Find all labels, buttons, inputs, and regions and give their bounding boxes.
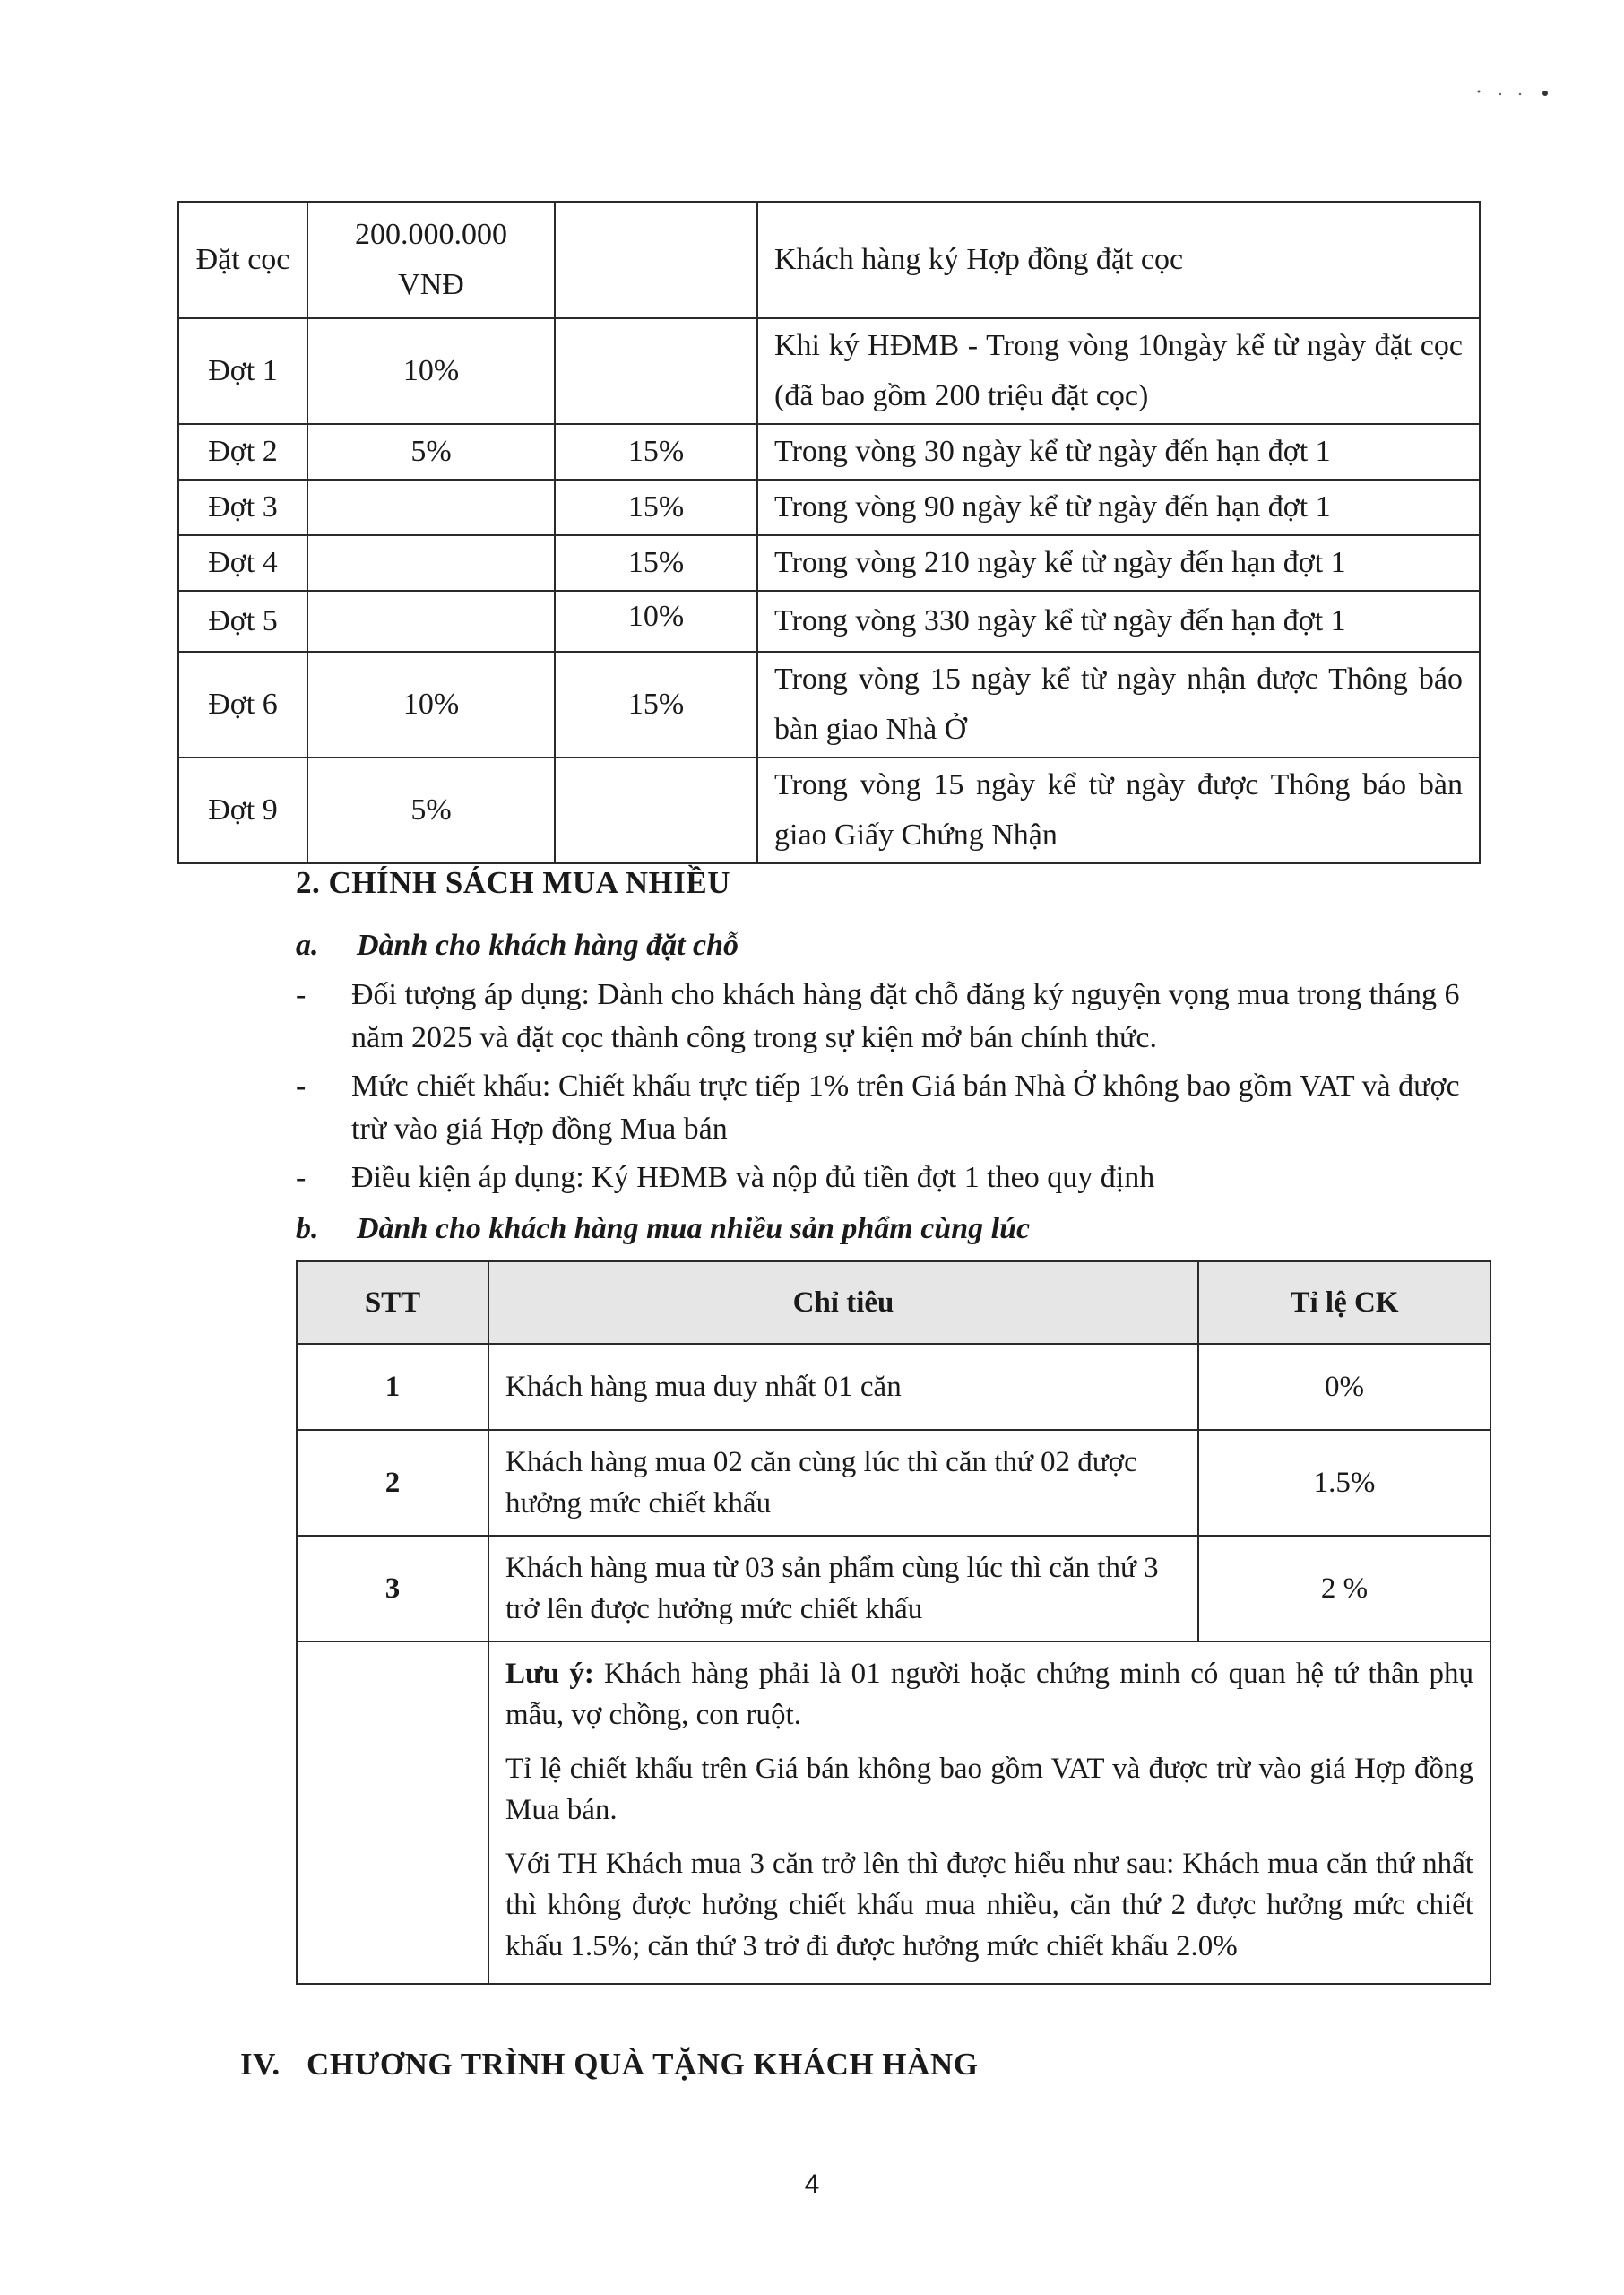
empty-cell (297, 1641, 488, 1984)
stt-cell: 2 (297, 1430, 488, 1536)
amount-cell-alt (555, 202, 757, 318)
condition-cell: Trong vòng 90 ngày kể từ ngày đến hạn đợt 1 (757, 480, 1480, 535)
stage-cell: Đợt 4 (178, 535, 307, 591)
amount-cell: 10% (307, 318, 555, 424)
subsection-heading-b (296, 1212, 1030, 1246)
condition-cell: Trong vòng 210 ngày kể từ ngày đến hạn đợt 1 (757, 535, 1480, 591)
table-row (178, 480, 1480, 535)
bullet-item (296, 974, 1470, 1060)
table-row (297, 1536, 1490, 1641)
subsection-marker: b. (296, 1212, 319, 1245)
stage-cell: Đợt 1 (178, 318, 307, 424)
table-row (178, 591, 1480, 652)
note-paragraph: Với TH Khách mua 3 căn trở lên thì được hiểu như sau: Khách mua căn thứ nhất thì không được hưởng chiết khấu mua nhiều, căn thứ 2 được hưởng mức chiết khấu 1.5%; căn thứ 3 trở đi được hưởng mức chiết khấu 2.0% (505, 1848, 1473, 1962)
bullet-text: Mức chiết khấu: Chiết khấu trực tiếp 1% trên Giá bán Nhà Ở không bao gồm VAT và được trừ vào giá Hợp đồng Mua bán (351, 1070, 1460, 1146)
table-row-note (297, 1641, 1490, 1984)
amount-cell-alt: 10% (555, 591, 757, 652)
bullet-text: Đối tượng áp dụng: Dành cho khách hàng đặt chỗ đăng ký nguyện vọng mua trong tháng 6 năm 2025 và đặt cọc thành công trong sự kiện mở bán chính thức. (351, 978, 1460, 1054)
amount-cell-alt (555, 318, 757, 424)
criteria-cell: Khách hàng mua 02 căn cùng lúc thì căn thứ 02 được hưởng mức chiết khấu (488, 1430, 1198, 1536)
rate-cell: 1.5% (1198, 1430, 1490, 1536)
subsection-title: Dành cho khách hàng mua nhiều sản phẩm cùng lúc (357, 1212, 1031, 1245)
amount-cell: 5% (307, 758, 555, 863)
note-cell (488, 1641, 1490, 1984)
part-heading (240, 2047, 978, 2083)
condition-cell: Trong vòng 30 ngày kể từ ngày đến hạn đợt 1 (757, 424, 1480, 480)
bullet-dash: - (296, 1070, 307, 1103)
amount-cell (307, 591, 555, 652)
bullet-text: Điều kiện áp dụng: Ký HĐMB và nộp đủ tiền đợt 1 theo quy định (351, 1161, 1155, 1194)
table-row (297, 1430, 1490, 1536)
table-row (178, 424, 1480, 480)
stage-cell: Đặt cọc (178, 202, 307, 318)
rate-cell: 0% (1198, 1344, 1490, 1430)
table-row (178, 318, 1480, 424)
amount-cell-alt (555, 758, 757, 863)
amount-cell (307, 480, 555, 535)
note-label: Lưu ý: (505, 1658, 594, 1690)
amount-cell: 200.000.000 VNĐ (307, 202, 555, 318)
bullet-item (296, 1065, 1470, 1151)
amount-cell-alt: 15% (555, 652, 757, 758)
rate-cell: 2 % (1198, 1536, 1490, 1641)
amount-cell: 10% (307, 652, 555, 758)
amount-cell-alt: 15% (555, 424, 757, 480)
column-header-stt: STT (297, 1261, 488, 1344)
amount-cell (307, 535, 555, 591)
subsection-heading-a (296, 929, 739, 963)
table-row (178, 202, 1480, 318)
section-heading: 2. CHÍNH SÁCH MUA NHIỀU (296, 865, 731, 900)
stage-cell: Đợt 3 (178, 480, 307, 535)
subsection-marker: a. (296, 929, 319, 962)
table-header-row (297, 1261, 1490, 1344)
note-paragraph (505, 1653, 1473, 1736)
stage-cell: Đợt 5 (178, 591, 307, 652)
criteria-cell: Khách hàng mua duy nhất 01 căn (488, 1344, 1198, 1430)
stt-cell: 3 (297, 1536, 488, 1641)
page-number: 4 (804, 2169, 820, 2199)
stage-cell: Đợt 9 (178, 758, 307, 863)
bullet-item (296, 1156, 1470, 1199)
criteria-cell: Khách hàng mua từ 03 sản phẩm cùng lúc thì căn thứ 3 trở lên được hưởng mức chiết khấu (488, 1536, 1198, 1641)
part-marker: IV. (240, 2047, 281, 2082)
bullet-dash: - (296, 1161, 307, 1194)
condition-cell: Trong vòng 330 ngày kể từ ngày đến hạn đợt 1 (757, 591, 1480, 652)
table-row (178, 758, 1480, 863)
table-row (178, 535, 1480, 591)
bullet-dash: - (296, 978, 307, 1011)
payment-schedule-table (177, 201, 1481, 864)
condition-cell: Trong vòng 15 ngày kể từ ngày nhận được Thông báo bàn giao Nhà Ở (757, 652, 1480, 758)
stage-cell: Đợt 2 (178, 424, 307, 480)
note-text: Khách hàng phải là 01 người hoặc chứng minh có quan hệ tứ thân phụ mẫu, vợ chồng, con ruột. (505, 1658, 1473, 1731)
column-header-criteria: Chỉ tiêu (488, 1261, 1198, 1344)
table-row (178, 652, 1480, 758)
condition-cell: Trong vòng 15 ngày kể từ ngày được Thông báo bàn giao Giấy Chứng Nhận (757, 758, 1480, 863)
stage-cell: Đợt 6 (178, 652, 307, 758)
note-paragraph: Tỉ lệ chiết khấu trên Giá bán không bao gồm VAT và được trừ vào giá Hợp đồng Mua bán. (505, 1753, 1473, 1826)
condition-cell: Khi ký HĐMB - Trong vòng 10ngày kể từ ngày đặt cọc (đã bao gồm 200 triệu đặt cọc) (757, 318, 1480, 424)
scan-speck-mark (1470, 86, 1551, 99)
stt-cell: 1 (297, 1344, 488, 1430)
amount-cell-alt: 15% (555, 480, 757, 535)
condition-cell: Khách hàng ký Hợp đồng đặt cọc (757, 202, 1480, 318)
bulk-discount-table (296, 1260, 1491, 1985)
table-row (297, 1344, 1490, 1430)
amount-cell-alt: 15% (555, 535, 757, 591)
column-header-rate: Tỉ lệ CK (1198, 1261, 1490, 1344)
amount-cell: 5% (307, 424, 555, 480)
subsection-title: Dành cho khách hàng đặt chỗ (357, 929, 739, 962)
part-title-text: CHƯƠNG TRÌNH QUÀ TẶNG KHÁCH HÀNG (307, 2047, 979, 2082)
